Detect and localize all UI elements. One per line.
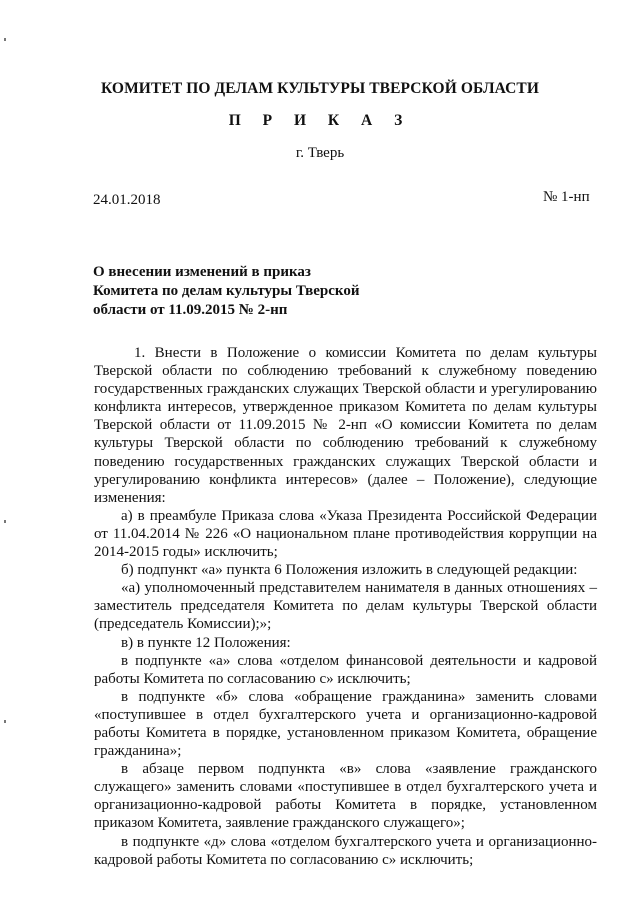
body-paragraph: а) в преамбуле Приказа слова «Указа Президента Российской Федерации от 11.04.2014 № 226 «О национальном плане противодействия коррупции на 2014-2015 годы» исключить;	[94, 507, 597, 561]
city: г. Тверь	[295, 145, 345, 161]
body-paragraph: в) в пункте 12 Положения:	[121, 634, 291, 651]
body-paragraph: в подпункте «б» слова «обращение гражданина» заменить словами «поступившее в отдел бухгалтерского учета и организационно-кадровой работы Комитета в порядке, установленном приказом Комитета, обращение гражданина»;	[94, 688, 597, 760]
body-paragraph: «а) уполномоченный представителем нанимателя в данных отношениях – заместитель председателя Комитета по делам культуры Тверской области (председатель Комиссии);»;	[94, 580, 597, 633]
binding-hole-mark	[4, 520, 6, 523]
body-paragraph: в абзаце первом подпункта «в» слова «заявление гражданского служащего» заменить словами «поступившее в отдел бухгалтерского учета и организационно-кадровой работы Комитета в порядке, установленном приказом Комитета, заявление гражданского служащего»;	[94, 761, 597, 832]
document-body	[94, 344, 597, 869]
subject-line: области от 11.09.2015 № 2-нп	[93, 302, 288, 318]
committee-title: КОМИТЕТ ПО ДЕЛАМ КУЛЬТУРЫ ТВЕРСКОЙ ОБЛАСТИ	[100, 80, 540, 97]
document-date: 24.01.2018	[93, 192, 161, 208]
document-number: № 1-нп	[543, 189, 590, 205]
binding-hole-mark	[4, 720, 6, 723]
body-paragraph: 1. Внести в Положение о комиссии Комитета по делам культуры Тверской области по соблюдению требований к служебному поведению государственных гражданских служащих Тверской области и урегулированию конфликта интересов, утвержденное приказом Комитета по делам культуры Тверской области от 11.09.2015 № 2-нп «О комиссии Комитета по делам культуры Тверской области по соблюдению требований к служебному поведению государственных гражданских служащих Тверской области и урегулированию конфликта интересов» (далее – Положение), следующие изменения:	[94, 345, 597, 506]
body-paragraph: в подпункте «а» слова «отделом финансовой деятельности и кадровой работы Комитета по согласованию с» исключить;	[94, 652, 597, 687]
binding-hole-mark	[4, 38, 6, 41]
body-paragraph: б) подпункт «а» пункта 6 Положения изложить в следующей редакции:	[121, 562, 578, 579]
subject-line: О внесении изменений в приказ	[93, 264, 311, 280]
body-paragraph: в подпункте «д» слова «отделом бухгалтерского учета и организационно-кадровой работы Комитета по согласованию с» исключить;	[94, 833, 597, 868]
document-subject	[93, 263, 393, 320]
subject-line: Комитета по делам культуры Тверской	[93, 283, 360, 299]
document-type: П Р И К А З	[228, 112, 412, 129]
